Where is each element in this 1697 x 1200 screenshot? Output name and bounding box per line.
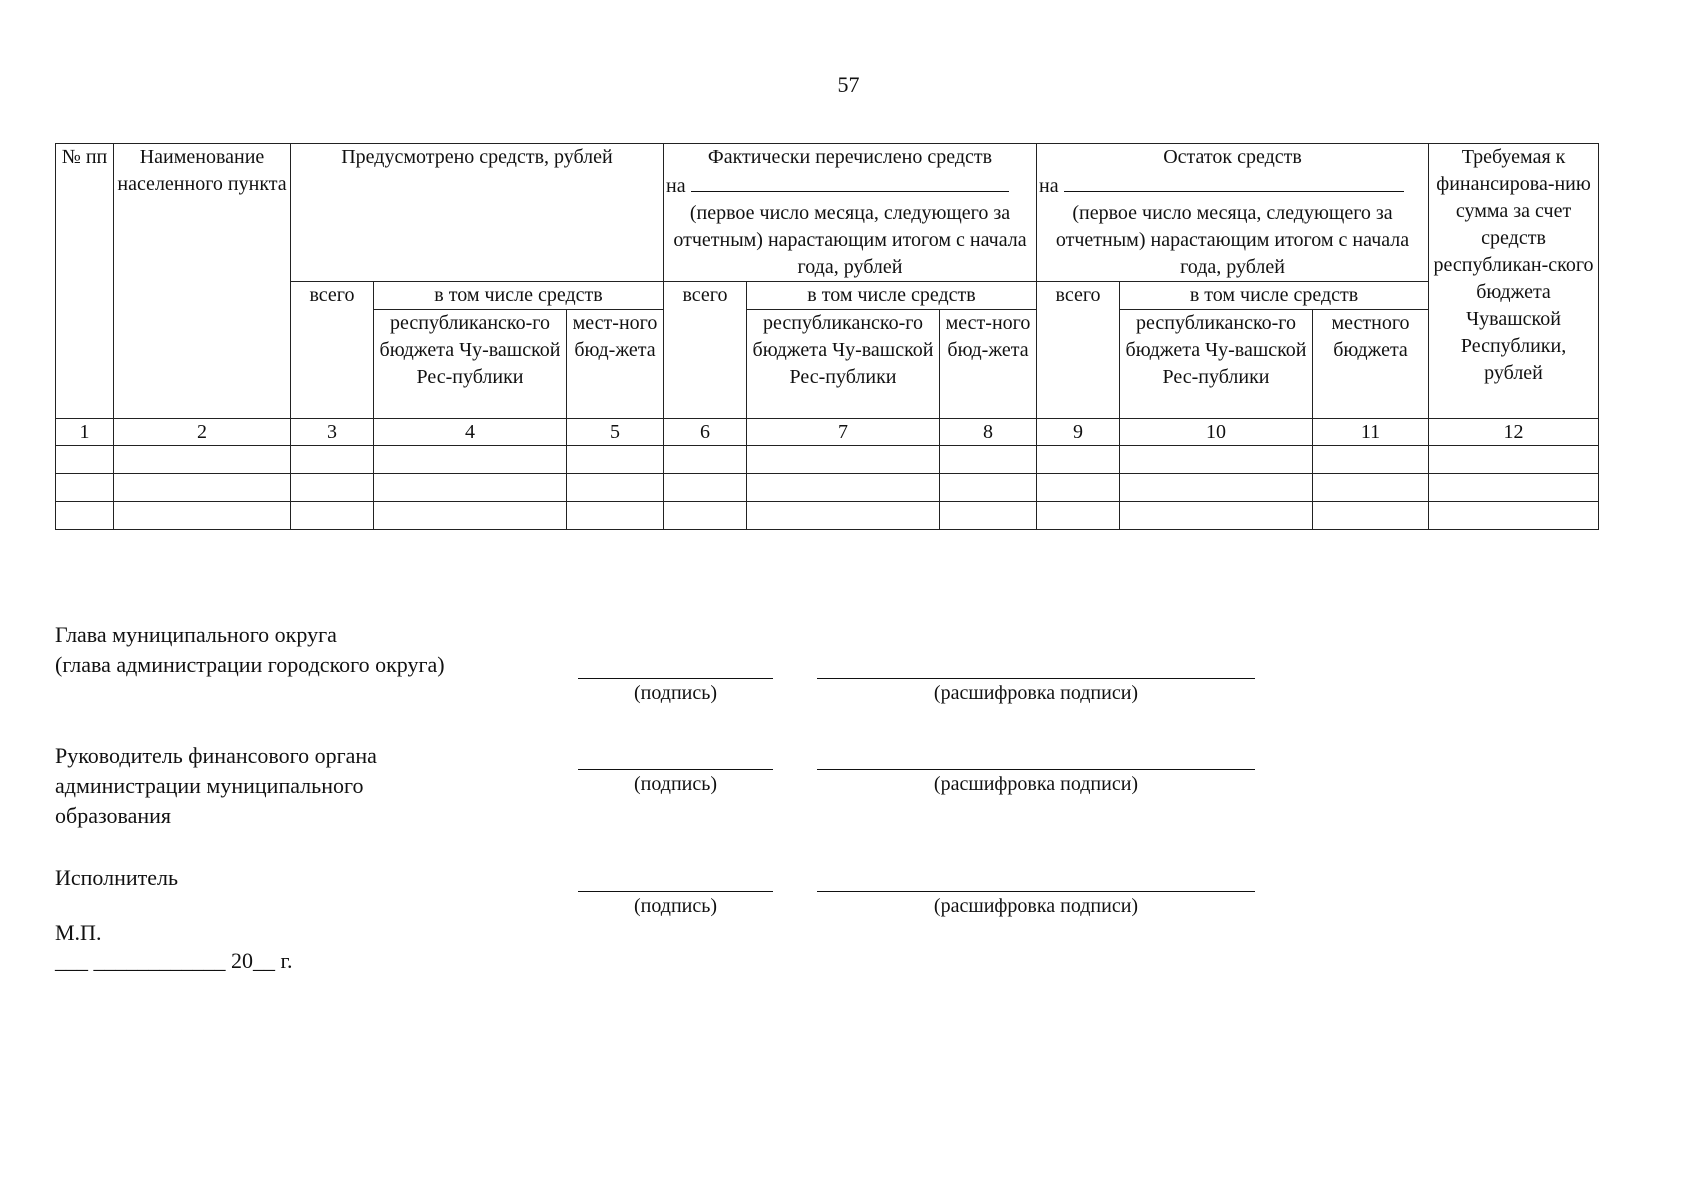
table-cell[interactable] — [747, 474, 940, 502]
header-actual-na: на — [666, 175, 686, 197]
table-row — [56, 474, 1599, 502]
header-actual-title: Фактически перечислено средств — [707, 146, 993, 168]
header-planned-republic: республиканско-го бюджета Чу-вашской Рес-публики — [374, 310, 567, 419]
actual-date-blank — [691, 171, 1009, 192]
header-remainder — [1037, 144, 1429, 282]
date-line: ___ ____________ 20__ г. — [55, 948, 293, 973]
table-cell[interactable] — [1120, 474, 1313, 502]
table-cell[interactable] — [747, 446, 940, 474]
header-actual-total: всего — [664, 282, 747, 419]
header-remainder-incl: в том числе средств — [1120, 282, 1429, 310]
table-cell[interactable] — [114, 474, 291, 502]
table-cell[interactable] — [940, 474, 1037, 502]
table-cell[interactable] — [291, 474, 374, 502]
table-cell[interactable] — [1429, 502, 1599, 530]
table-cell[interactable] — [56, 502, 114, 530]
table-cell[interactable] — [1120, 502, 1313, 530]
report-table — [55, 143, 1599, 530]
table-cell[interactable] — [56, 474, 114, 502]
header-settlement-name: Наименование населенного пункта — [114, 144, 291, 419]
table-cell[interactable] — [114, 446, 291, 474]
header-planned-total: всего — [291, 282, 374, 419]
col-number: 6 — [664, 419, 747, 446]
executor-decode-caption: (расшифровка подписи) — [933, 895, 1139, 917]
table-cell[interactable] — [56, 446, 114, 474]
head-sign-caption: (подпись) — [633, 682, 718, 704]
table-cell[interactable] — [374, 502, 567, 530]
remainder-date-blank — [1064, 171, 1404, 192]
table-cell[interactable] — [664, 474, 747, 502]
table-cell[interactable] — [940, 446, 1037, 474]
page-number: 57 — [837, 72, 860, 97]
column-number-row — [56, 419, 1599, 446]
table-cell[interactable] — [1120, 446, 1313, 474]
table-cell[interactable] — [374, 446, 567, 474]
table-cell[interactable] — [747, 502, 940, 530]
finance-signature-line[interactable] — [578, 769, 773, 770]
executor-signature-line[interactable] — [578, 891, 773, 892]
finance-decode-line[interactable] — [817, 769, 1255, 770]
head-signature-label: Глава муниципального округа (глава администрации городского округа) — [55, 622, 445, 677]
col-number: 3 — [291, 419, 374, 446]
header-remainder-title: Остаток средств — [1163, 146, 1302, 168]
executor-decode-line[interactable] — [817, 891, 1255, 892]
col-number: 10 — [1120, 419, 1313, 446]
col-number: 9 — [1037, 419, 1120, 446]
table-cell[interactable] — [664, 446, 747, 474]
col-number: 1 — [56, 419, 114, 446]
header-actual-date — [666, 171, 1034, 200]
finance-sign-caption: (подпись) — [633, 773, 718, 795]
head-decode-line[interactable] — [817, 678, 1255, 679]
table-row — [56, 502, 1599, 530]
col-number: 8 — [940, 419, 1037, 446]
header-planned: Предусмотрено средств, рублей — [291, 144, 664, 282]
header-actual-local: мест-ного бюд-жета — [940, 310, 1037, 419]
header-actual-note: (первое число месяца, следующего за отчетным) нарастающим итогом с начала года, рублей — [673, 202, 1027, 278]
table-cell[interactable] — [114, 502, 291, 530]
header-remainder-note: (первое число месяца, следующего за отчетным) нарастающим итогом с начала года, рублей — [1055, 202, 1410, 278]
col-number: 2 — [114, 419, 291, 446]
table-cell[interactable] — [1037, 474, 1120, 502]
header-actual-incl: в том числе средств — [747, 282, 1037, 310]
table-cell[interactable] — [1313, 502, 1429, 530]
table-cell[interactable] — [1429, 446, 1599, 474]
header-remainder-na: на — [1039, 175, 1059, 197]
table-cell[interactable] — [1037, 446, 1120, 474]
stamp-place: М.П. — [55, 920, 102, 945]
header-actual — [664, 144, 1037, 282]
header-remainder-local: местного бюджета — [1313, 310, 1429, 419]
table-cell[interactable] — [1313, 474, 1429, 502]
table-cell[interactable] — [1313, 446, 1429, 474]
header-required-sum: Требуемая к финансирова-нию сумма за счет средств республикан-ского бюджета Чувашской Республики, рублей — [1429, 144, 1599, 419]
head-signature-line[interactable] — [578, 678, 773, 679]
executor-label: Исполнитель — [55, 865, 179, 890]
col-number: 12 — [1429, 419, 1599, 446]
header-remainder-republic: республиканско-го бюджета Чу-вашской Рес-публики — [1120, 310, 1313, 419]
finance-decode-caption: (расшифровка подписи) — [933, 773, 1139, 795]
table-cell[interactable] — [291, 446, 374, 474]
table-cell[interactable] — [940, 502, 1037, 530]
table-cell[interactable] — [664, 502, 747, 530]
header-actual-republic: республиканско-го бюджета Чу-вашской Рес-публики — [747, 310, 940, 419]
header-number: № пп — [56, 144, 114, 419]
table-cell[interactable] — [1429, 474, 1599, 502]
table-cell[interactable] — [567, 446, 664, 474]
executor-sign-caption: (подпись) — [633, 895, 718, 917]
col-number: 5 — [567, 419, 664, 446]
header-planned-local: мест-ного бюд-жета — [567, 310, 664, 419]
table-cell[interactable] — [1037, 502, 1120, 530]
col-number: 11 — [1313, 419, 1429, 446]
finance-signature-label: Руководитель финансового органа администрации муниципального образования — [55, 743, 377, 828]
col-number: 4 — [374, 419, 567, 446]
header-remainder-total: всего — [1037, 282, 1120, 419]
header-planned-incl: в том числе средств — [374, 282, 664, 310]
table-cell[interactable] — [374, 474, 567, 502]
table-row — [56, 446, 1599, 474]
header-remainder-date — [1039, 171, 1426, 200]
col-number: 7 — [747, 419, 940, 446]
table-cell[interactable] — [291, 502, 374, 530]
table-cell[interactable] — [567, 502, 664, 530]
head-decode-caption: (расшифровка подписи) — [933, 682, 1139, 704]
table-cell[interactable] — [567, 474, 664, 502]
